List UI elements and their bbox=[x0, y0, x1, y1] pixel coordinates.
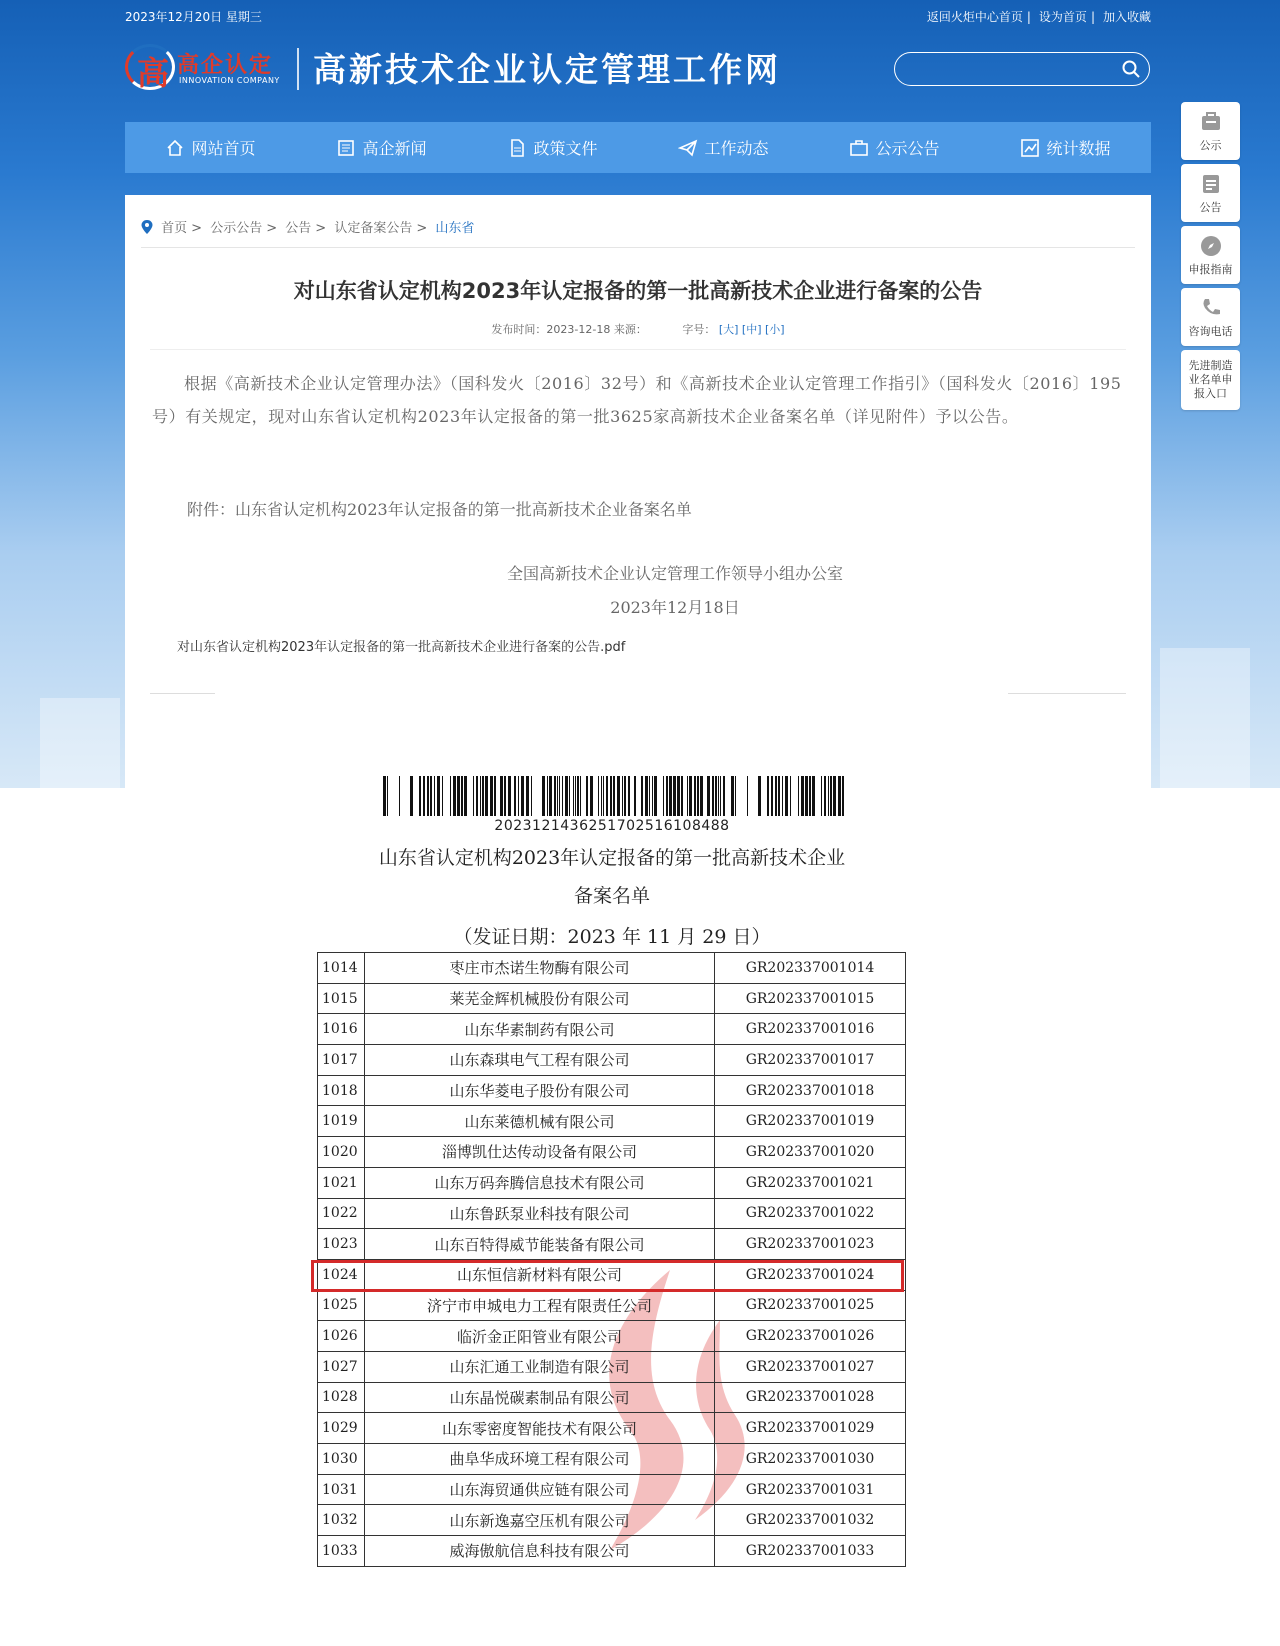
barcode-bar bbox=[476, 776, 478, 816]
barcode-bar bbox=[649, 776, 650, 816]
row-number: 1031 bbox=[318, 1474, 365, 1505]
nav-label: 网站首页 bbox=[191, 139, 256, 158]
barcode-bar bbox=[562, 776, 563, 816]
barcode-bar bbox=[641, 776, 643, 816]
barcode-bar bbox=[687, 776, 688, 816]
barcode-bar bbox=[677, 776, 680, 816]
barcode-bar bbox=[601, 776, 602, 816]
breadcrumb-home[interactable]: 首页 bbox=[161, 221, 188, 236]
top-bar: 2023年12月20日 星期三 返回火炬中心首页 | 设为首页 | 加入收藏 bbox=[125, 10, 1151, 24]
row-number: 1028 bbox=[318, 1382, 365, 1413]
company-name: 山东华菱电子股份有限公司 bbox=[365, 1075, 715, 1106]
certificate-code: GR202337001019 bbox=[715, 1106, 906, 1137]
row-number: 1019 bbox=[318, 1106, 365, 1137]
nav-news[interactable] bbox=[296, 122, 467, 173]
search-input[interactable] bbox=[907, 57, 1111, 81]
row-number: 1022 bbox=[318, 1198, 365, 1229]
barcode-bar bbox=[514, 776, 516, 816]
logo-subtext: INNOVATION COMPANY bbox=[179, 76, 280, 85]
certificate-code: GR202337001024 bbox=[715, 1259, 906, 1290]
side-label: 公告 bbox=[1199, 200, 1222, 214]
barcode-bar bbox=[531, 776, 532, 816]
barcode-bar bbox=[669, 776, 672, 816]
barcode-bar bbox=[775, 776, 777, 816]
company-name: 山东海贸通供应链有限公司 bbox=[365, 1474, 715, 1505]
barcode-bar bbox=[634, 776, 636, 816]
barcode-bar bbox=[482, 776, 484, 816]
search-box[interactable] bbox=[894, 52, 1150, 86]
company-name: 山东华素制药有限公司 bbox=[365, 1014, 715, 1045]
table-row bbox=[318, 1444, 906, 1475]
font-size-small[interactable]: [小] bbox=[765, 323, 785, 336]
row-number: 1027 bbox=[318, 1351, 365, 1382]
barcode-bar bbox=[577, 776, 579, 816]
barcode-bar bbox=[434, 776, 435, 816]
divider bbox=[150, 693, 215, 694]
barcode-bar bbox=[645, 776, 648, 816]
row-number: 1026 bbox=[318, 1321, 365, 1352]
company-name: 山东百特得威节能装备有限公司 bbox=[365, 1229, 715, 1260]
barcode-bar bbox=[798, 776, 799, 816]
barcode-bar bbox=[457, 776, 460, 816]
barcode-bar bbox=[508, 776, 511, 816]
document-subtitle: 备案名单 bbox=[573, 885, 650, 907]
breadcrumb-current[interactable]: 山东省 bbox=[435, 221, 475, 236]
barcode-bar bbox=[485, 776, 488, 816]
row-number: 1023 bbox=[318, 1229, 365, 1260]
table-row bbox=[318, 1075, 906, 1106]
barcode-bar bbox=[694, 776, 696, 816]
font-size-label: 字号： bbox=[682, 323, 716, 336]
barcode-bar bbox=[785, 776, 788, 816]
barcode-bar bbox=[697, 776, 699, 816]
table-row bbox=[318, 1014, 906, 1045]
barcode-bar bbox=[771, 776, 773, 816]
barcode-bar bbox=[652, 776, 653, 816]
barcode-bar bbox=[707, 776, 710, 816]
divider bbox=[141, 247, 1135, 248]
barcode-bar bbox=[673, 776, 676, 816]
barcode-bar bbox=[622, 776, 623, 816]
current-date: 2023年12月20日 星期三 bbox=[125, 10, 262, 24]
barcode-bar bbox=[565, 776, 568, 816]
nav-label: 统计数据 bbox=[1046, 139, 1111, 158]
certificate-code: GR202337001028 bbox=[715, 1382, 906, 1413]
barcode-bar bbox=[666, 776, 668, 816]
side-button-guide[interactable] bbox=[1181, 226, 1240, 284]
barcode-bar bbox=[437, 776, 440, 816]
barcode-bar bbox=[427, 776, 429, 816]
barcode-bar bbox=[490, 776, 493, 816]
certificate-code: GR202337001032 bbox=[715, 1505, 906, 1536]
barcode-bar bbox=[480, 776, 481, 816]
company-name: 济宁市申城电力工程有限责任公司 bbox=[365, 1290, 715, 1321]
barcode-bar bbox=[423, 776, 425, 816]
font-size-medium[interactable]: [中] bbox=[741, 323, 762, 336]
link-add-favorite[interactable]: 加入收藏 bbox=[1102, 10, 1151, 24]
barcode-bar bbox=[554, 776, 556, 816]
site-logo[interactable] bbox=[125, 40, 285, 96]
site-title: 高新技术企业认定管理工作网 bbox=[313, 50, 781, 89]
article-title: 对山东省认定机构2023年认定报备的第一批高新技术企业进行备案的公告 bbox=[293, 279, 983, 303]
news-icon bbox=[336, 138, 356, 158]
barcode-bar bbox=[613, 776, 615, 816]
table-row bbox=[318, 1198, 906, 1229]
barcode-bar bbox=[559, 776, 560, 816]
certificate-code: GR202337001027 bbox=[715, 1351, 906, 1382]
barcode-bar bbox=[557, 776, 558, 816]
signature: 全国高新技术企业认定管理工作领导小组办公室 bbox=[506, 564, 843, 583]
company-name: 枣庄市杰诺生物酶有限公司 bbox=[365, 953, 715, 984]
nav-work-news[interactable] bbox=[638, 122, 809, 173]
certificate-code: GR202337001033 bbox=[715, 1536, 906, 1567]
compass-icon bbox=[1199, 234, 1223, 258]
barcode-bar bbox=[681, 776, 683, 816]
barcode-bar bbox=[387, 776, 388, 816]
company-name: 威海傲航信息科技有限公司 bbox=[365, 1536, 715, 1567]
company-name: 山东零密度智能技术有限公司 bbox=[365, 1413, 715, 1444]
row-number: 1020 bbox=[318, 1137, 365, 1168]
barcode-bar bbox=[410, 776, 413, 816]
barcode-bar bbox=[731, 776, 734, 816]
table-row bbox=[318, 1351, 906, 1382]
row-number: 1015 bbox=[318, 983, 365, 1014]
barcode-bar bbox=[718, 776, 719, 816]
table-row bbox=[318, 1290, 906, 1321]
row-number: 1014 bbox=[318, 953, 365, 984]
font-size-large[interactable]: [大] bbox=[718, 323, 739, 336]
barcode-bar bbox=[569, 776, 570, 816]
barcode-bar bbox=[473, 776, 474, 816]
company-name: 山东万码奔腾信息技术有限公司 bbox=[365, 1167, 715, 1198]
row-number: 1030 bbox=[318, 1444, 365, 1475]
nav-policy[interactable] bbox=[467, 122, 638, 173]
row-number: 1018 bbox=[318, 1075, 365, 1106]
table-row bbox=[318, 1474, 906, 1505]
barcode-bar bbox=[689, 776, 692, 816]
side-button-manufacturing[interactable] bbox=[1181, 350, 1240, 410]
link-back-home[interactable]: 返回火炬中心首页 bbox=[926, 10, 1023, 24]
barcode-bar bbox=[542, 776, 545, 816]
pdf-attachment-link[interactable]: 对山东省认定机构2023年认定报备的第一批高新技术企业进行备案的公告.pdf bbox=[177, 640, 626, 655]
location-pin-icon bbox=[141, 220, 153, 234]
nav-statistics[interactable] bbox=[980, 122, 1151, 173]
row-number: 1017 bbox=[318, 1045, 365, 1076]
side-button-notice[interactable] bbox=[1181, 164, 1240, 222]
certificate-code: GR202337001018 bbox=[715, 1075, 906, 1106]
nav-label: 公示公告 bbox=[875, 139, 940, 158]
certificate-code: GR202337001023 bbox=[715, 1229, 906, 1260]
nav-home[interactable] bbox=[125, 122, 296, 173]
certificate-code: GR202337001025 bbox=[715, 1290, 906, 1321]
nav-label: 政策文件 bbox=[533, 139, 598, 158]
barcode-bar bbox=[824, 776, 826, 816]
barcode-bar bbox=[782, 776, 783, 816]
barcode-bar bbox=[767, 776, 769, 816]
logo-divider bbox=[297, 48, 299, 90]
table-row bbox=[318, 1536, 906, 1567]
barcode-bar bbox=[494, 776, 496, 816]
home-icon bbox=[165, 138, 185, 158]
barcode-bar bbox=[723, 776, 725, 816]
barcode-bar bbox=[735, 776, 736, 816]
company-name: 山东森琪电气工程有限公司 bbox=[365, 1045, 715, 1076]
barcode-bar bbox=[828, 776, 829, 816]
barcode-bar bbox=[778, 776, 780, 816]
main-nav bbox=[125, 122, 1151, 173]
company-name: 曲阜华成环境工程有限公司 bbox=[365, 1444, 715, 1475]
table-row bbox=[318, 953, 906, 984]
barcode-bar bbox=[654, 776, 657, 816]
barcode-bar bbox=[590, 776, 593, 816]
certificate-code: GR202337001016 bbox=[715, 1014, 906, 1045]
nav-label: 工作动态 bbox=[704, 139, 769, 158]
row-number: 1021 bbox=[318, 1167, 365, 1198]
barcode-bar bbox=[461, 776, 463, 816]
side-label: 公示 bbox=[1199, 138, 1222, 152]
nav-label: 高企新闻 bbox=[362, 139, 427, 158]
barcode-bar bbox=[442, 776, 443, 816]
barcode-bar bbox=[419, 776, 421, 816]
highlight-box bbox=[311, 1260, 904, 1292]
body-paragraph: 根据《高新技术企业认定管理办法》（国科发火〔2016〕32号）和《高新技术企业认定管理工作指引》（国科发火〔2016〕195号）有关规定，现对山东省认定机构2023年认定报备的第一批3625家高新技术企业备案名单（详见附件）予以公告。 bbox=[152, 374, 1122, 426]
side-button-phone[interactable] bbox=[1181, 288, 1240, 346]
barcode-bar bbox=[383, 776, 386, 816]
breadcrumb-filing[interactable]: 认定备案公告 bbox=[334, 221, 413, 236]
paper-plane-icon bbox=[678, 138, 698, 158]
article-panel bbox=[125, 195, 1151, 788]
document-title: 山东省认定机构2023年认定报备的第一批高新技术企业 bbox=[378, 847, 846, 869]
row-number: 1033 bbox=[318, 1536, 365, 1567]
table-row bbox=[318, 983, 906, 1014]
table-row bbox=[318, 1382, 906, 1413]
barcode-bar bbox=[758, 776, 761, 816]
document-icon bbox=[507, 138, 527, 158]
article-body bbox=[152, 367, 1127, 433]
certificate-code: GR202337001017 bbox=[715, 1045, 906, 1076]
row-number: 1016 bbox=[318, 1014, 365, 1045]
barcode-bar bbox=[790, 776, 791, 816]
breadcrumb-notice[interactable]: 公告 bbox=[285, 221, 312, 236]
attachment-line: 附件：山东省认定机构2023年认定报备的第一批高新技术企业备案名单 bbox=[187, 500, 692, 519]
barcode-bar bbox=[700, 776, 703, 816]
company-name: 莱芜金辉机械股份有限公司 bbox=[365, 983, 715, 1014]
certificate-code: GR202337001026 bbox=[715, 1321, 906, 1352]
barcode-bar bbox=[573, 776, 574, 816]
barcode-bar bbox=[464, 776, 467, 816]
barcode-bar bbox=[624, 776, 626, 816]
company-name: 山东汇通工业制造有限公司 bbox=[365, 1351, 715, 1382]
company-name: 山东鲁跃泵业科技有限公司 bbox=[365, 1198, 715, 1229]
article-meta bbox=[125, 321, 1151, 337]
barcode-bar bbox=[399, 776, 400, 816]
search-icon[interactable] bbox=[1121, 59, 1141, 79]
row-number: 1025 bbox=[318, 1290, 365, 1321]
barcode-bar bbox=[521, 776, 524, 816]
row-number: 1032 bbox=[318, 1505, 365, 1536]
company-name: 山东晶悦碳素制品有限公司 bbox=[365, 1382, 715, 1413]
certificate-code: GR202337001014 bbox=[715, 953, 906, 984]
barcode-bar bbox=[715, 776, 717, 816]
barcode-bar bbox=[712, 776, 714, 816]
barcode-bar bbox=[526, 776, 529, 816]
barcode-bar bbox=[821, 776, 822, 816]
table-row bbox=[318, 1167, 906, 1198]
barcode-bar bbox=[500, 776, 503, 816]
divider bbox=[1008, 693, 1126, 694]
barcode-bar bbox=[430, 776, 432, 816]
barcode-bar bbox=[801, 776, 804, 816]
company-name: 淄博凯仕达传动设备有限公司 bbox=[365, 1137, 715, 1168]
table-row bbox=[318, 1321, 906, 1352]
table-row bbox=[318, 1413, 906, 1444]
certificate-code: GR202337001031 bbox=[715, 1474, 906, 1505]
barcode-bar bbox=[812, 776, 815, 816]
table-row bbox=[318, 1045, 906, 1076]
clipboard-icon bbox=[1199, 172, 1223, 196]
barcode-bar bbox=[547, 776, 548, 816]
barcode-bar bbox=[842, 776, 844, 816]
certificate-code: GR202337001021 bbox=[715, 1167, 906, 1198]
barcode-bar bbox=[830, 776, 832, 816]
table-row bbox=[318, 1137, 906, 1168]
link-set-homepage[interactable]: 设为首页 bbox=[1038, 10, 1087, 24]
barcode-bar bbox=[453, 776, 456, 816]
barcode-bar bbox=[833, 776, 836, 816]
row-number: 1024 bbox=[318, 1259, 365, 1290]
row-number: 1029 bbox=[318, 1413, 365, 1444]
table-row bbox=[318, 1106, 906, 1137]
certificate-code: GR202337001015 bbox=[715, 983, 906, 1014]
side-label: 申报指南 bbox=[1188, 262, 1233, 276]
publish-info: 发布时间：2023-12-18 来源： bbox=[491, 323, 647, 336]
table-row bbox=[318, 1505, 906, 1536]
barcode-bar bbox=[603, 776, 604, 816]
logo-mark-icon: 高 bbox=[137, 54, 170, 92]
barcode-bar bbox=[617, 776, 620, 816]
company-name: 山东恒信新材料有限公司 bbox=[365, 1259, 715, 1290]
barcode-bar bbox=[504, 776, 506, 816]
logo-text: 高企认定 bbox=[177, 53, 274, 78]
side-toolbar bbox=[1181, 102, 1240, 414]
barcode-bar bbox=[549, 776, 552, 816]
barcode-number: 20231214362517025161084​88 bbox=[494, 818, 730, 834]
briefcase-icon bbox=[1199, 110, 1223, 134]
company-name: 山东新逸嘉空压机有限公司 bbox=[365, 1505, 715, 1536]
barcode-bar bbox=[628, 776, 630, 816]
barcode-bar bbox=[663, 776, 664, 816]
barcode-bar bbox=[606, 776, 608, 816]
barcode-bar bbox=[747, 776, 748, 816]
barcode-bar bbox=[809, 776, 811, 816]
certificate-code: GR202337001030 bbox=[715, 1444, 906, 1475]
document-date: （发证日期：2023 年 11 月 29 日） bbox=[453, 926, 771, 948]
breadcrumb-publicity[interactable]: 公示公告 bbox=[210, 221, 263, 236]
barcode-bar bbox=[610, 776, 612, 816]
barcode-image bbox=[377, 776, 847, 816]
phone-icon bbox=[1199, 296, 1223, 320]
nav-announcements[interactable] bbox=[809, 122, 980, 173]
barcode-bar bbox=[450, 776, 451, 816]
breadcrumb: 首页 > 公示公告 > 公告 > 认定备案公告 > 山东省 bbox=[141, 217, 478, 236]
chart-icon bbox=[1020, 138, 1040, 158]
side-label: 先进制造业名单申报入口 bbox=[1188, 359, 1233, 400]
certificate-code: GR202337001022 bbox=[715, 1198, 906, 1229]
signature-date: 2023年12月18日 bbox=[610, 598, 740, 617]
certificate-code: GR202337001029 bbox=[715, 1413, 906, 1444]
barcode-bar bbox=[805, 776, 808, 816]
barcode-bar bbox=[518, 776, 519, 816]
divider bbox=[150, 349, 1126, 350]
barcode-bar bbox=[580, 776, 581, 816]
briefcase-icon bbox=[849, 138, 869, 158]
barcode-bar bbox=[838, 776, 841, 816]
side-label: 咨询电话 bbox=[1188, 324, 1233, 338]
company-name: 山东莱德机械有限公司 bbox=[365, 1106, 715, 1137]
barcode-bar bbox=[598, 776, 599, 816]
barcode-bar bbox=[586, 776, 588, 816]
barcode-bar bbox=[575, 776, 576, 816]
company-name: 临沂金正阳管业有限公司 bbox=[365, 1321, 715, 1352]
certificate-code: GR202337001020 bbox=[715, 1137, 906, 1168]
side-button-publicity[interactable] bbox=[1181, 102, 1240, 160]
table-row bbox=[318, 1229, 906, 1260]
barcode-bar bbox=[720, 776, 721, 816]
